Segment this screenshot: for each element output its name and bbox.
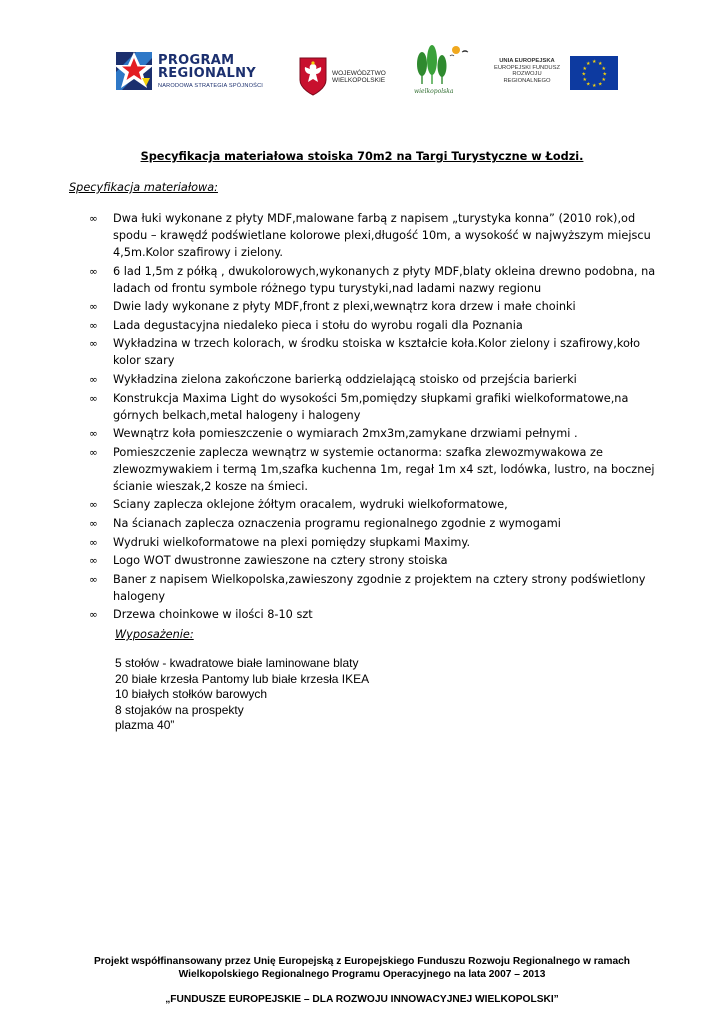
spec-list-item xyxy=(89,552,669,569)
infinity-bullet-icon: ∞ xyxy=(89,338,98,351)
wielkopolskie-label: WIELKOPOLSKIE xyxy=(332,77,386,84)
infinity-bullet-icon: ∞ xyxy=(89,373,98,386)
infinity-bullet-icon: ∞ xyxy=(89,392,98,405)
strategy-label: NARODOWA STRATEGIA SPÓJNOŚCI xyxy=(158,83,264,89)
program-label: PROGRAM xyxy=(158,53,235,68)
specification-list xyxy=(89,210,669,625)
svg-text:★: ★ xyxy=(601,77,606,83)
equipment-item: 20 białe krzesła Pantomy lub białe krzesła IKEA xyxy=(115,671,370,686)
document-title: Specyfikacja materiałowa stoiska 70m2 na Targi Turystyczne w Łodzi. xyxy=(140,150,584,163)
header-logos xyxy=(112,42,622,104)
regionalny-label: REGIONALNY xyxy=(158,66,256,81)
equipment-item: 10 białych stołków barowych xyxy=(115,687,268,701)
spec-list-item xyxy=(89,390,669,424)
svg-text:★: ★ xyxy=(592,59,597,65)
svg-text:★: ★ xyxy=(582,77,587,83)
spec-item-text: Pomieszczenie zaplecza wewnątrz w systemie octanorma: szafka zlewozmywakowa ze zlewozmywakiem i termą 1m,szafka kuchenna 1m, regał 1m x4 szt, lodówka, lustro, na bocznej ścianie wieszak,2 kosze na śmieci. xyxy=(113,445,655,493)
wielkopolska-logo xyxy=(412,42,500,98)
spec-list-item xyxy=(89,210,669,261)
spec-list-item xyxy=(89,515,669,532)
spec-item-text: Dwa łuki wykonane z płyty MDF,malowane farbą z napisem „turystyka konna” (2010 rok),od spodu – krawędź podświetlane kolorowe plexi,długość 10m, a wysokość w najwyższym miejscu 4,5m.Kolor szafirowy i zielony. xyxy=(113,212,651,259)
svg-text:★: ★ xyxy=(586,81,591,88)
eagle-crest-icon xyxy=(298,56,328,96)
ue-label: UNIA EUROPEJSKA xyxy=(499,58,555,64)
wojewodztwo-logo xyxy=(298,56,398,98)
spec-item-text: 6 lad 1,5m z półką , dwukolorowych,wykonanych z płyty MDF,blaty okleina drewno podobna, na ladach od frontu symbole różnego typu turystyki,nad ladami nazwy regionu xyxy=(113,264,656,295)
spec-list-item xyxy=(89,371,669,388)
spec-item-text: Wydruki wielkoformatowe na plexi pomiędzy słupkami Maximy. xyxy=(113,535,471,549)
fund-label: EUROPEJSKI FUNDUSZ xyxy=(493,64,561,71)
svg-text:★: ★ xyxy=(598,61,603,67)
spec-item-text: Na ścianach zaplecza oznaczenia programu regionalnego zgodnie z wymogami xyxy=(113,516,561,530)
footer-cofinancing xyxy=(0,955,724,981)
spec-item-text: Lada degustacyjna niedaleko pieca i stołu do wyrobu rogali dla Poznania xyxy=(113,318,523,332)
infinity-bullet-icon: ∞ xyxy=(89,301,98,314)
program-regionalny-logo xyxy=(112,46,272,98)
infinity-bullet-icon: ∞ xyxy=(89,446,98,459)
svg-text:★: ★ xyxy=(582,66,587,72)
eu-flag-icon xyxy=(570,56,618,90)
spec-item-text: Konstrukcja Maxima Light do wysokości 5m,pomiędzy słupkami grafiki wielkoformatowe,na górnych belkach,metal halogeny i halogeny xyxy=(113,391,629,422)
footer-line-2: Wielkopolskiego Regionalnego Programu Operacyjnego na lata 2007 – 2013 xyxy=(178,969,546,980)
spec-item-text: Wykładzina zielona zakończone barierką oddzielającą stoisko od przejścia barierki xyxy=(113,372,577,386)
equipment-item: plazma 40” xyxy=(115,718,175,732)
spec-list-item xyxy=(89,425,669,442)
eu-logo xyxy=(490,56,618,92)
svg-text:★: ★ xyxy=(586,61,591,67)
infinity-bullet-icon: ∞ xyxy=(89,213,98,225)
spec-item-text: Sciany zaplecza oklejone żółtym oracalem, wydruki wielkoformatowe, xyxy=(113,498,508,512)
spec-list-item xyxy=(89,335,669,369)
svg-text:★: ★ xyxy=(601,66,606,72)
spec-item-text: Baner z napisem Wielkopolska,zawieszony zgodnie z projektem na cztery strony podświetlony halogeny xyxy=(113,572,646,603)
spec-item-text: Drzewa choinkowe w ilości 8-10 szt xyxy=(113,608,313,622)
wielkopolska-caption: wielkopolska xyxy=(414,88,454,95)
svg-text:★: ★ xyxy=(602,71,607,78)
footer-slogan: „FUNDUSZE EUROPEJSKIE – DLA ROZWOJU INNOWACYJNEJ WIELKOPOLSKI” xyxy=(165,994,559,1005)
footer-line-1: Projekt współfinansowany przez Unię Europejską z Europejskiego Funduszu Rozwoju Regionalnego w ramach xyxy=(93,956,631,967)
infinity-bullet-icon: ∞ xyxy=(89,573,98,586)
infinity-bullet-icon: ∞ xyxy=(89,555,98,568)
spec-item-text: Wykładzina w trzech kolorach, w środku stoiska w kształcie koła.Kolor zielony i szafirowy,koło kolor szary xyxy=(113,337,641,368)
spec-list-item xyxy=(89,571,669,605)
spec-list-item xyxy=(89,317,669,334)
spec-item-text: Dwie lady wykonane z płyty MDF,front z plexi,wewnątrz kora drzew i małe choinki xyxy=(113,300,576,314)
spec-item-text: Logo WOT dwustronne zawieszone na cztery strony stoiska xyxy=(113,554,448,568)
spec-list-item xyxy=(89,534,669,551)
trees-icon xyxy=(412,42,472,88)
infinity-bullet-icon: ∞ xyxy=(89,265,98,278)
spec-list-item xyxy=(89,444,669,495)
infinity-bullet-icon: ∞ xyxy=(89,428,98,441)
equipment-item: 8 stojaków na prospekty xyxy=(115,702,244,717)
svg-text:★: ★ xyxy=(592,83,597,89)
section-heading: Specyfikacja materiałowa: xyxy=(69,181,218,194)
spec-list-item xyxy=(89,263,669,297)
svg-text:★: ★ xyxy=(598,81,603,88)
infinity-bullet-icon: ∞ xyxy=(89,609,98,622)
svg-text:★: ★ xyxy=(581,71,586,78)
equipment-list xyxy=(115,656,369,734)
infinity-bullet-icon: ∞ xyxy=(89,319,98,332)
infinity-bullet-icon: ∞ xyxy=(89,499,98,512)
spec-list-item xyxy=(89,496,669,513)
equipment-heading: Wyposażenie: xyxy=(115,628,194,641)
program-regionalny-star-icon xyxy=(112,48,156,94)
infinity-bullet-icon: ∞ xyxy=(89,536,98,549)
equipment-item: 5 stołów - kwadratowe białe laminowane blaty xyxy=(115,656,359,670)
fund-label-2: ROZWOJU REGIONALNEGO xyxy=(503,71,551,84)
wojewodztwo-label: WOJEWÓDZTWO xyxy=(332,70,386,77)
spec-item-text: Wewnątrz koła pomieszczenie o wymiarach 2mx3m,zamykane drzwiami pełnymi . xyxy=(113,427,578,441)
infinity-bullet-icon: ∞ xyxy=(89,517,98,530)
spec-list-item xyxy=(89,606,669,623)
spec-list-item xyxy=(89,298,669,315)
